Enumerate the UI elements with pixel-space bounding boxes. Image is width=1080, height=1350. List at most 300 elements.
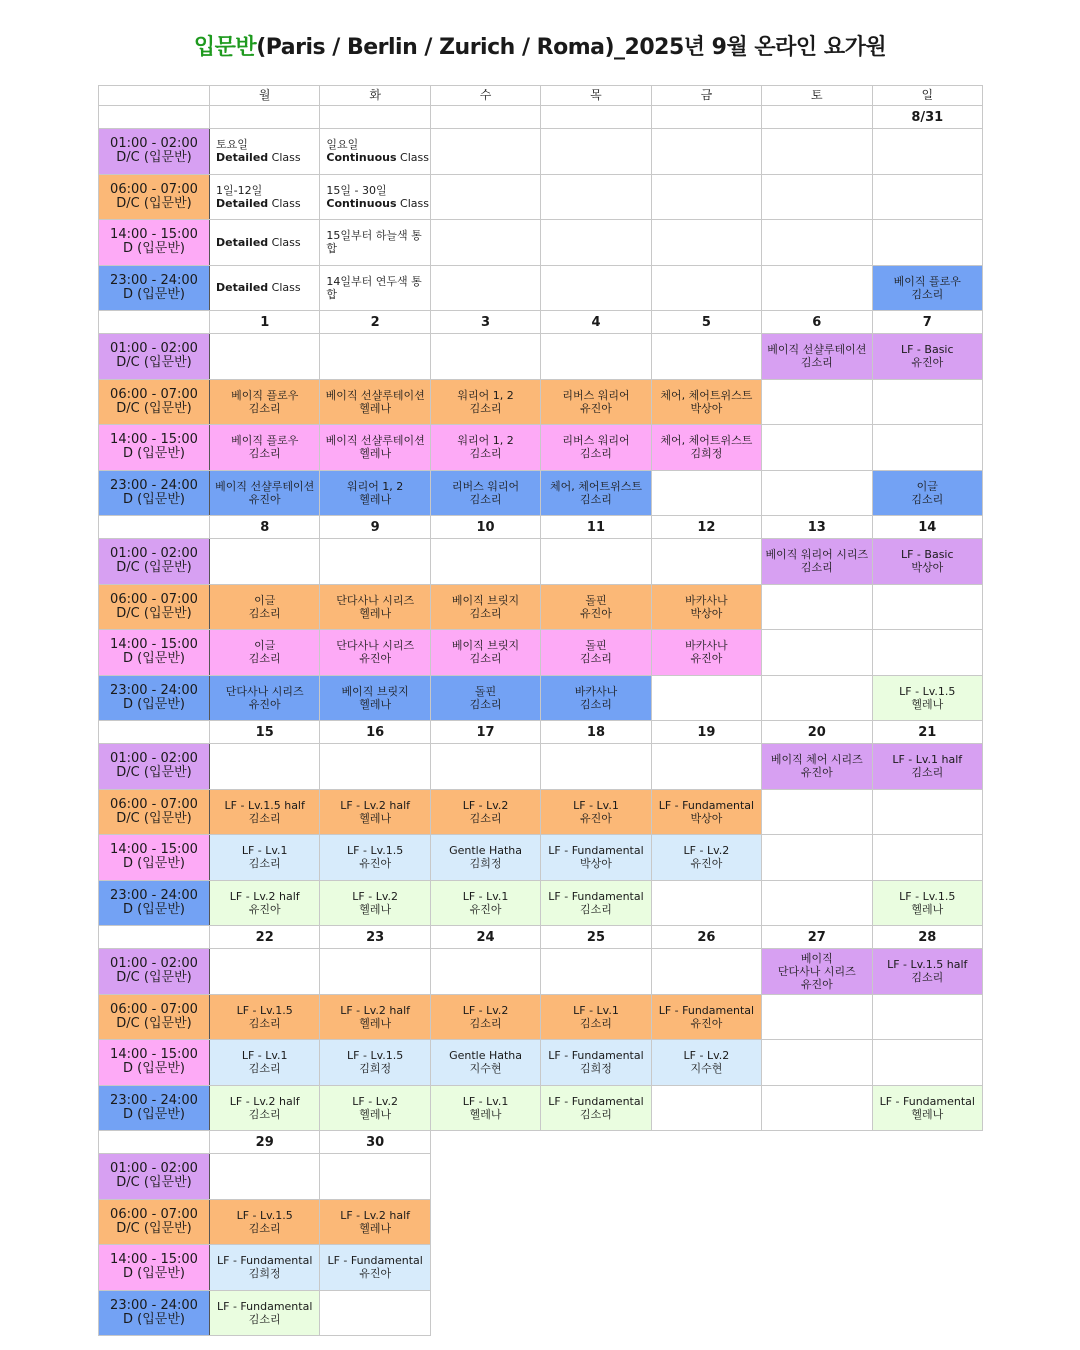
- empty-cell: [762, 1085, 872, 1131]
- class-cell: [430, 379, 540, 425]
- class-name: LF - Lv.1.5 half: [887, 958, 968, 972]
- slot-type: D/C (입문반): [116, 1175, 192, 1191]
- instructor: 김소리: [580, 492, 612, 506]
- empty-cell: [320, 1290, 430, 1336]
- slot-row: [99, 994, 983, 1040]
- time-cell: [99, 630, 210, 676]
- class-name: 돌핀: [585, 593, 607, 607]
- slot-row: [99, 334, 983, 380]
- class-name: LF - Fundamental: [879, 1094, 975, 1108]
- class-cell: [210, 994, 320, 1040]
- instructor: 김소리: [911, 492, 944, 506]
- class-cell: [210, 1290, 320, 1336]
- instructor: 유진아: [469, 902, 502, 916]
- slot-type: D (입문반): [123, 696, 185, 712]
- instructor: 김소리: [911, 971, 944, 985]
- class-name: LF - Lv.1.5: [347, 844, 404, 858]
- class-name: 리버스 워리어: [562, 388, 630, 402]
- class-name: 베이직 워리어 시리즈: [765, 548, 869, 562]
- slot-type: D (입문반): [123, 1266, 185, 1282]
- note-cell: 1일-12일 Detailed Class: [210, 174, 320, 220]
- class-cell: [430, 675, 540, 721]
- instructor: 김소리: [248, 1062, 281, 1076]
- time-cell: [99, 835, 210, 881]
- class-cell: [651, 584, 761, 630]
- slot-time: 01:00 - 02:00: [110, 136, 198, 152]
- time-cell: [99, 1040, 210, 1086]
- date-cell: 22: [210, 926, 320, 949]
- slot-time: 23:00 - 24:00: [110, 1092, 198, 1108]
- date-cell: 1: [210, 311, 320, 334]
- class-name: LF - Fundamental: [548, 1049, 644, 1063]
- class-name: 베이직 선샬루테이션: [215, 479, 315, 493]
- class-name: LF - Lv.2: [683, 1049, 730, 1063]
- time-cell: [99, 539, 210, 585]
- empty-cell: [762, 1040, 872, 1086]
- note-cell: Detailed Class: [210, 220, 320, 266]
- class-name: 베이직 브릿지: [451, 639, 520, 653]
- date-cell: 10: [430, 516, 540, 539]
- class-name: LF - Lv.1: [241, 844, 288, 858]
- class-name: LF - Fundamental: [658, 1003, 755, 1017]
- class-cell: [320, 425, 430, 471]
- slot-type: D/C (입문반): [116, 1220, 192, 1236]
- empty-cell: [541, 744, 651, 790]
- instructor: 김소리: [580, 1016, 612, 1030]
- date-cell: 14: [872, 516, 982, 539]
- class-cell: [210, 675, 320, 721]
- empty-cell: [651, 334, 761, 380]
- empty-cell: [651, 1085, 761, 1131]
- class-name: LF - Lv.2 half: [340, 1208, 411, 1222]
- instructor: 유진아: [359, 857, 392, 871]
- class-cell: [320, 470, 430, 516]
- time-cell: [99, 1290, 210, 1336]
- class-name: 돌핀: [474, 684, 497, 698]
- slot-row: [99, 584, 983, 630]
- class-name: 베이직 체어 시리즈: [770, 753, 863, 767]
- slot-time: 01:00 - 02:00: [110, 341, 198, 357]
- slot-type: D (입문반): [123, 856, 185, 872]
- class-name: 워리어 1, 2: [346, 479, 404, 493]
- instructor: 헬레나: [469, 1107, 502, 1121]
- empty-cell: [320, 949, 430, 995]
- time-cell: [99, 174, 210, 220]
- empty-cell: [762, 675, 872, 721]
- time-cell: [99, 425, 210, 471]
- instructor: 김소리: [248, 1107, 281, 1121]
- class-name: 단다사나 시리즈: [225, 684, 304, 698]
- class-name: 베이직 브릿지: [451, 593, 520, 607]
- class-cell: [210, 1040, 320, 1086]
- class-cell: [320, 1199, 430, 1245]
- class-name: LF - Lv.1.5: [236, 1003, 293, 1017]
- instructor: 김소리: [469, 401, 502, 415]
- class-cell: [651, 994, 761, 1040]
- instructor: 박상아: [690, 401, 723, 415]
- slot-type: D/C (입문반): [116, 195, 192, 211]
- slot-row: [99, 789, 983, 835]
- empty-cell: [320, 744, 430, 790]
- weekday-sun: 일: [872, 86, 982, 106]
- empty-cell: [762, 789, 872, 835]
- empty-cell: [872, 789, 982, 835]
- weekday-tue: 화: [320, 86, 430, 106]
- slot-type: D/C (입문반): [116, 810, 192, 826]
- class-cell: [430, 470, 540, 516]
- date-cell: 25: [541, 926, 651, 949]
- time-cell: [99, 675, 210, 721]
- class-name: 리버스 워리어: [562, 434, 630, 448]
- time-cell: [99, 584, 210, 630]
- empty-cell: [651, 675, 761, 721]
- slot-time: 23:00 - 24:00: [110, 1297, 198, 1313]
- class-name: LF - Lv.2: [352, 889, 398, 903]
- empty-cell: [210, 1154, 320, 1200]
- class-cell: [872, 539, 982, 585]
- instructor: 김소리: [469, 697, 502, 711]
- slot-time: 01:00 - 02:00: [110, 1161, 198, 1177]
- weekday-sat: 토: [762, 86, 872, 106]
- class-name: LF - Lv.1: [462, 889, 509, 903]
- class-cell: [430, 789, 540, 835]
- class-name-prefix: 베이직: [800, 951, 833, 965]
- date-cell: 15: [210, 721, 320, 744]
- instructor: 헬레나: [359, 492, 392, 506]
- date-cell: 30: [320, 1131, 430, 1154]
- class-cell: [320, 1085, 430, 1131]
- empty-area: [430, 1131, 982, 1336]
- instructor: 유진아: [580, 606, 612, 620]
- empty-cell: [872, 630, 982, 676]
- title-accent: 입문반: [193, 35, 257, 60]
- instructor: 김소리: [248, 652, 281, 666]
- date-cell: 17: [430, 721, 540, 744]
- slot-time: 01:00 - 02:00: [110, 751, 198, 767]
- class-cell: [210, 789, 320, 835]
- empty-cell: [430, 949, 540, 995]
- class-name: LF - Lv.1.5 half: [224, 798, 305, 812]
- time-cell: [99, 379, 210, 425]
- slot-type: D/C (입문반): [116, 970, 192, 986]
- class-name: LF - Lv.2 half: [229, 889, 300, 903]
- class-cell: [872, 744, 982, 790]
- date-row-label: [99, 926, 210, 949]
- title-rest: (Paris / Berlin / Zurich / Roma)_2025년 9월 온라인 요가원: [256, 35, 887, 60]
- empty-cell: [651, 744, 761, 790]
- class-name: Gentle Hatha: [449, 844, 523, 858]
- empty-cell: [762, 630, 872, 676]
- empty-cell: [872, 379, 982, 425]
- class-cell: [872, 880, 982, 926]
- instructor: 유진아: [580, 811, 612, 825]
- slot-type: D/C (입문반): [116, 1015, 192, 1031]
- time-cell: [99, 470, 210, 516]
- instructor: 헬레나: [911, 1107, 944, 1121]
- class-name: LF - Fundamental: [217, 1254, 313, 1268]
- instructor: 김희정: [359, 1062, 392, 1076]
- slot-row: [99, 379, 983, 425]
- class-cell: [210, 1245, 320, 1291]
- slot-type: D (입문반): [123, 491, 185, 507]
- slot-row: [99, 835, 983, 881]
- slot-time: 23:00 - 24:00: [110, 477, 198, 493]
- instructor: 유진아: [911, 356, 944, 370]
- date-cell: 8/31: [872, 106, 982, 129]
- instructor: 헬레나: [359, 1016, 392, 1030]
- slot-time: 01:00 - 02:00: [110, 546, 198, 562]
- empty-cell: [651, 539, 761, 585]
- slot-time: 23:00 - 24:00: [110, 887, 198, 903]
- instructor: 유진아: [359, 652, 392, 666]
- instructor: 유진아: [690, 857, 723, 871]
- date-cell: 20: [762, 721, 872, 744]
- time-cell: [99, 334, 210, 380]
- class-name: LF - Lv.2: [683, 844, 730, 858]
- slot-time: 06:00 - 07:00: [110, 796, 198, 812]
- slot-time: 14:00 - 15:00: [110, 637, 198, 653]
- class-cell: [320, 994, 430, 1040]
- time-cell: [99, 265, 210, 311]
- class-cell: [541, 880, 651, 926]
- empty-cell: [872, 994, 982, 1040]
- instructor: 유진아: [800, 766, 833, 780]
- empty-cell: [210, 744, 320, 790]
- class-name: LF - Fundamental: [217, 1299, 313, 1313]
- class-name: LF - Basic: [900, 343, 954, 357]
- week0-slot-row: [99, 220, 983, 266]
- time-cell: [99, 744, 210, 790]
- empty-cell: [210, 539, 320, 585]
- instructor: 김소리: [580, 902, 612, 916]
- empty-cell: [762, 835, 872, 881]
- class-name: LF - Lv.1: [462, 1094, 509, 1108]
- class-cell: [320, 1040, 430, 1086]
- instructor: 김소리: [580, 447, 612, 461]
- instructor: 박상아: [690, 606, 723, 620]
- instructor: 김소리: [248, 447, 281, 461]
- slot-type: D/C (입문반): [116, 605, 192, 621]
- date-row-label: [99, 721, 210, 744]
- class-cell: [210, 835, 320, 881]
- date-cell: 26: [651, 926, 761, 949]
- instructor: 박상아: [690, 811, 723, 825]
- date-cell: 24: [430, 926, 540, 949]
- class-cell: [762, 539, 872, 585]
- instructor: 김소리: [248, 857, 281, 871]
- class-name: 이글: [254, 593, 276, 607]
- class-cell: [762, 744, 872, 790]
- empty-cell: [210, 949, 320, 995]
- class-cell: [430, 1040, 540, 1086]
- empty-cell: [541, 334, 651, 380]
- class-cell: [541, 630, 651, 676]
- instructor: 지수현: [690, 1062, 723, 1076]
- class-cell: [651, 835, 761, 881]
- class-name: 체어, 체어트위스트: [549, 479, 642, 493]
- class-name: LF - Lv.2 half: [340, 798, 411, 812]
- instructor: 김소리: [248, 1312, 281, 1326]
- instructor: 김소리: [911, 287, 944, 301]
- note-cell: Detailed Class: [210, 265, 320, 311]
- instructor: 김소리: [580, 652, 612, 666]
- date-cell: 6: [762, 311, 872, 334]
- slot-time: 23:00 - 24:00: [110, 272, 198, 288]
- class-cell: [210, 425, 320, 471]
- instructor: 김소리: [248, 401, 281, 415]
- class-name: 베이직 선샬루테이션: [767, 343, 867, 357]
- week-date-row: [99, 1131, 983, 1154]
- time-cell: [99, 949, 210, 995]
- empty-cell: [541, 949, 651, 995]
- slot-time: 06:00 - 07:00: [110, 591, 198, 607]
- date-cell: 28: [872, 926, 982, 949]
- instructor: 헬레나: [911, 697, 944, 711]
- instructor: 헬레나: [359, 401, 392, 415]
- slot-row: [99, 425, 983, 471]
- class-cell: [210, 880, 320, 926]
- class-cell: [541, 379, 651, 425]
- slot-row: [99, 744, 983, 790]
- date-cell: 7: [872, 311, 982, 334]
- weekday-fri: 금: [651, 86, 761, 106]
- class-cell: [320, 379, 430, 425]
- instructor: 김소리: [469, 1016, 502, 1030]
- instructor: 지수현: [469, 1062, 502, 1076]
- instructor: 헬레나: [359, 1107, 392, 1121]
- class-cell: [320, 835, 430, 881]
- weekday-mon: 월: [210, 86, 320, 106]
- date-cell: 9: [320, 516, 430, 539]
- instructor: 김희정: [690, 447, 723, 461]
- class-cell: [872, 949, 982, 995]
- class-cell: [430, 584, 540, 630]
- time-cell: [99, 129, 210, 175]
- class-name: Gentle Hatha: [449, 1049, 523, 1063]
- note-cell: 토요일 Detailed Class: [210, 129, 320, 175]
- class-cell: [541, 1085, 651, 1131]
- instructor: 김소리: [469, 492, 502, 506]
- class-cell: [430, 994, 540, 1040]
- weekday-wed: 수: [430, 86, 540, 106]
- slot-type: D (입문반): [123, 1311, 185, 1327]
- instructor: 유진아: [800, 977, 833, 991]
- class-name: 워리어 1, 2: [457, 434, 514, 448]
- class-cell: [541, 425, 651, 471]
- slot-type: D (입문반): [123, 1061, 185, 1077]
- class-name: 이글: [254, 639, 276, 653]
- instructor: 김소리: [800, 561, 833, 575]
- time-cell: [99, 1154, 210, 1200]
- date-cell: 5: [651, 311, 761, 334]
- empty-cell: [651, 470, 761, 516]
- class-name: LF - Lv.1.5: [236, 1208, 293, 1222]
- class-cell: [651, 425, 761, 471]
- slot-time: 06:00 - 07:00: [110, 386, 198, 402]
- class-name: 바카사나: [685, 639, 728, 653]
- class-name: LF - Lv.1: [573, 1003, 619, 1017]
- class-cell: [762, 334, 872, 380]
- time-cell: [99, 880, 210, 926]
- date-cell: 8: [210, 516, 320, 539]
- instructor: 김소리: [248, 811, 281, 825]
- date-row-label: [99, 311, 210, 334]
- class-cell: [541, 675, 651, 721]
- slot-type: D (입문반): [123, 446, 185, 462]
- date-row-label: [99, 516, 210, 539]
- class-cell: [762, 949, 872, 995]
- instructor: 헬레나: [911, 902, 944, 916]
- slot-type: D (입문반): [123, 241, 185, 257]
- date-cell: 11: [541, 516, 651, 539]
- class-name: LF - Fundamental: [548, 889, 644, 903]
- instructor: 박상아: [911, 561, 944, 575]
- slot-row: [99, 1085, 983, 1131]
- slot-type: D (입문반): [123, 1106, 185, 1122]
- weekday-header-row: [99, 86, 983, 106]
- date-row-label: [99, 1131, 210, 1154]
- class-name: 체어, 체어트위스트: [660, 388, 753, 402]
- date-cell: 2: [320, 311, 430, 334]
- class-cell: [541, 470, 651, 516]
- weekday-thu: 목: [541, 86, 651, 106]
- instructor: 김소리: [469, 652, 502, 666]
- slot-time: 14:00 - 15:00: [110, 842, 198, 858]
- date-cell: 3: [430, 311, 540, 334]
- class-name: LF - Lv.2 half: [229, 1094, 300, 1108]
- corner-cell: [99, 86, 210, 106]
- class-name: 단다사나 시리즈: [336, 639, 415, 653]
- class-cell: [541, 835, 651, 881]
- date-cell: 16: [320, 721, 430, 744]
- class-name: 베이직 브릿지: [341, 684, 409, 698]
- class-name: LF - Basic: [900, 548, 954, 562]
- class-cell: [320, 584, 430, 630]
- slot-row: [99, 949, 983, 995]
- empty-cell: [320, 539, 430, 585]
- week0-date-row: [99, 106, 983, 129]
- instructor: 헬레나: [359, 811, 392, 825]
- week-date-row: [99, 926, 983, 949]
- time-cell: [99, 1085, 210, 1131]
- slot-time: 06:00 - 07:00: [110, 1206, 198, 1222]
- class-cell: [541, 789, 651, 835]
- time-cell: [99, 220, 210, 266]
- class-name: LF - Lv.1.5: [899, 889, 956, 903]
- class-cell: [541, 584, 651, 630]
- class-name: 워리어 1, 2: [457, 388, 514, 402]
- class-cell: [541, 1040, 651, 1086]
- instructor: 김소리: [580, 697, 612, 711]
- class-cell: [872, 1085, 982, 1131]
- empty-cell: [762, 584, 872, 630]
- slot-type: D (입문반): [123, 286, 185, 302]
- instructor: 헬레나: [359, 902, 392, 916]
- instructor: 유진아: [690, 652, 723, 666]
- empty-cell: [430, 334, 540, 380]
- class-cell: [872, 675, 982, 721]
- slot-row: [99, 1040, 983, 1086]
- note-cell: 15일 - 30일 Continuous Class: [320, 174, 430, 220]
- empty-cell: [430, 744, 540, 790]
- class-name: 단다사나 시리즈: [777, 964, 856, 978]
- class-cell: [872, 265, 982, 311]
- class-name: 단다사나 시리즈: [336, 593, 415, 607]
- class-name: LF - Lv.2: [462, 1003, 509, 1017]
- page-title: [0, 30, 1080, 61]
- slot-row: [99, 675, 983, 721]
- instructor: 김소리: [248, 606, 281, 620]
